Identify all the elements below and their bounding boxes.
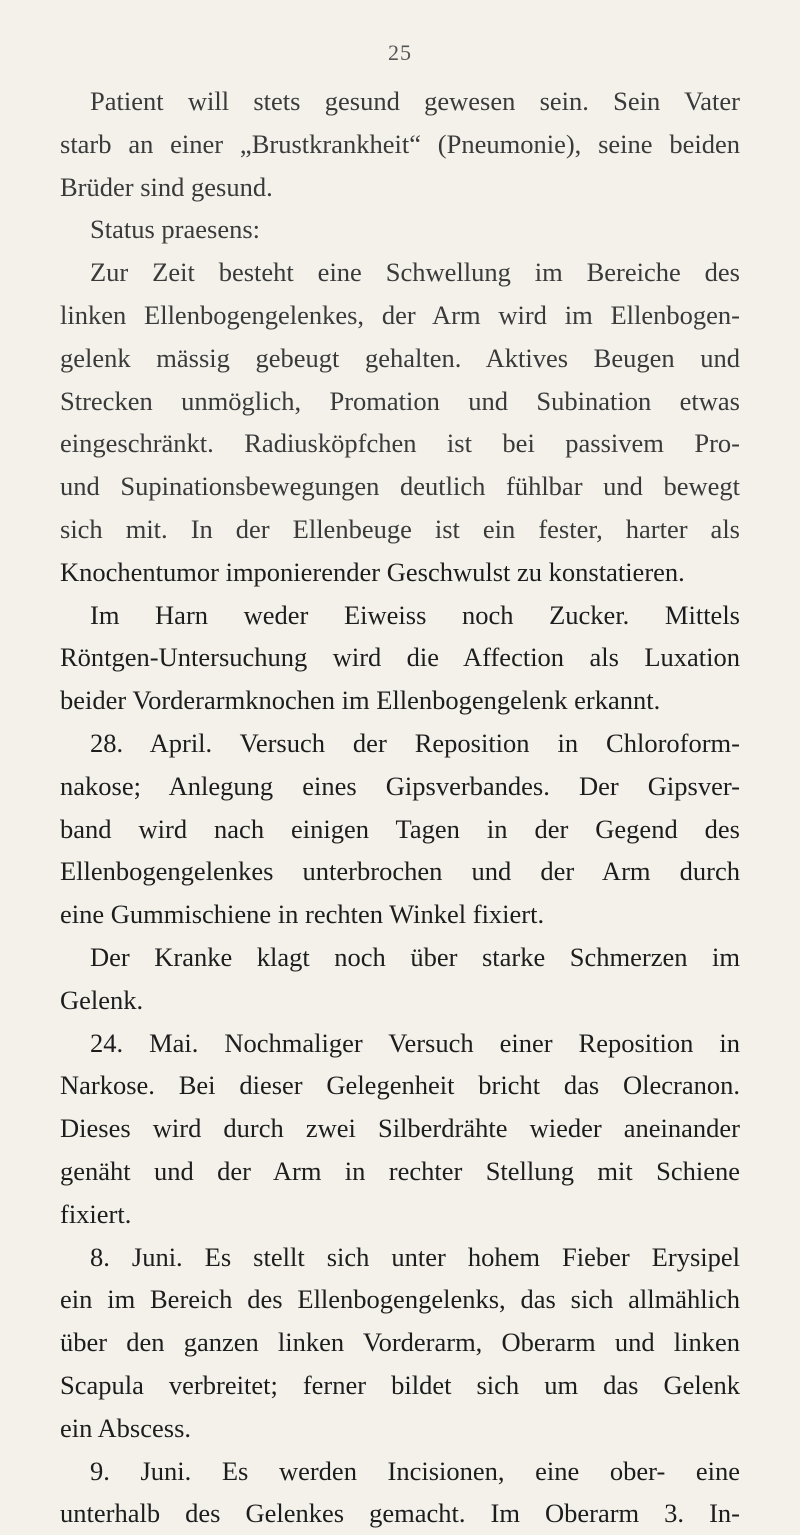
text-line: ein im Bereich des Ellenbogengelenks, das sich allmählich — [60, 1284, 740, 1315]
text-line: 8. Juni. Es stellt sich unter hohem Fieber Erysipel — [90, 1241, 740, 1272]
text-line: Strecken unmöglich, Promation und Subination etwas — [60, 385, 740, 416]
text-line: eine Gummischiene in rechten Winkel fixiert. — [60, 899, 545, 930]
text-line: nakose; Anlegung eines Gipsverbandes. Der Gipsver- — [60, 770, 740, 801]
page-number: 25 — [388, 40, 412, 65]
text-line: und Supinationsbewegungen deutlich fühlbar und bewegt — [60, 471, 740, 502]
text-line: ein Abscess. — [60, 1412, 192, 1443]
text-line: Röntgen-Untersuchung wird die Affection als Luxation — [60, 642, 740, 673]
text-line: 24. Mai. Nochmaliger Versuch einer Reposition in — [90, 1027, 740, 1058]
text-line: Zur Zeit besteht eine Schwellung im Bereiche des — [90, 257, 740, 288]
text-line: fixiert. — [60, 1198, 132, 1229]
text-line: 28. April. Versuch der Reposition in Chloroform- — [90, 727, 740, 758]
text-line: band wird nach einigen Tagen in der Gegend des — [60, 813, 740, 844]
text-line: Status praesens: — [90, 214, 261, 245]
body-text — [60, 80, 740, 1535]
text-line: Narkose. Bei dieser Gelegenheit bricht das Olecranon. — [60, 1070, 740, 1101]
text-line: Scapula verbreitet; ferner bildet sich um das Gelenk — [60, 1369, 740, 1400]
text-line: Brüder sind gesund. — [60, 171, 273, 202]
text-line: unterhalb des Gelenkes gemacht. Im Oberarm 3. In- — [60, 1498, 740, 1529]
text-line: Der Kranke klagt noch über starke Schmerzen im — [90, 941, 740, 972]
text-line: beider Vorderarmknochen im Ellenbogengelenk erkannt. — [60, 685, 661, 716]
text-line: Ellenbogengelenkes unterbrochen und der Arm durch — [60, 856, 740, 887]
text-line: eingeschränkt. Radiusköpfchen ist bei passivem Pro- — [60, 428, 740, 459]
text-line: Patient will stets gesund gewesen sein. Sein Vater — [90, 86, 740, 116]
text-line: Gelenk. — [60, 984, 144, 1015]
text-line: sich mit. In der Ellenbeuge ist ein fester, harter als — [60, 513, 740, 544]
text-line: Im Harn weder Eiweiss noch Zucker. Mittels — [90, 599, 740, 630]
text-line: Dieses wird durch zwei Silberdrähte wieder aneinander — [60, 1113, 740, 1144]
text-line: starb an einer „Brustkrankheit“ (Pneumonie), seine beiden — [60, 128, 740, 159]
text-line: 9. Juni. Es werden Incisionen, eine ober- eine — [90, 1455, 740, 1486]
text-line: genäht und der Arm in rechter Stellung mit Schiene — [60, 1155, 740, 1186]
text-line: gelenk mässig gebeugt gehalten. Aktives Beugen und — [60, 342, 740, 373]
text-line: über den ganzen linken Vorderarm, Oberarm und linken — [60, 1327, 740, 1358]
text-line: linken Ellenbogengelenkes, der Arm wird im Ellenbogen- — [60, 299, 740, 330]
text-line: Knochentumor imponierender Geschwulst zu konstatieren. — [60, 556, 685, 587]
